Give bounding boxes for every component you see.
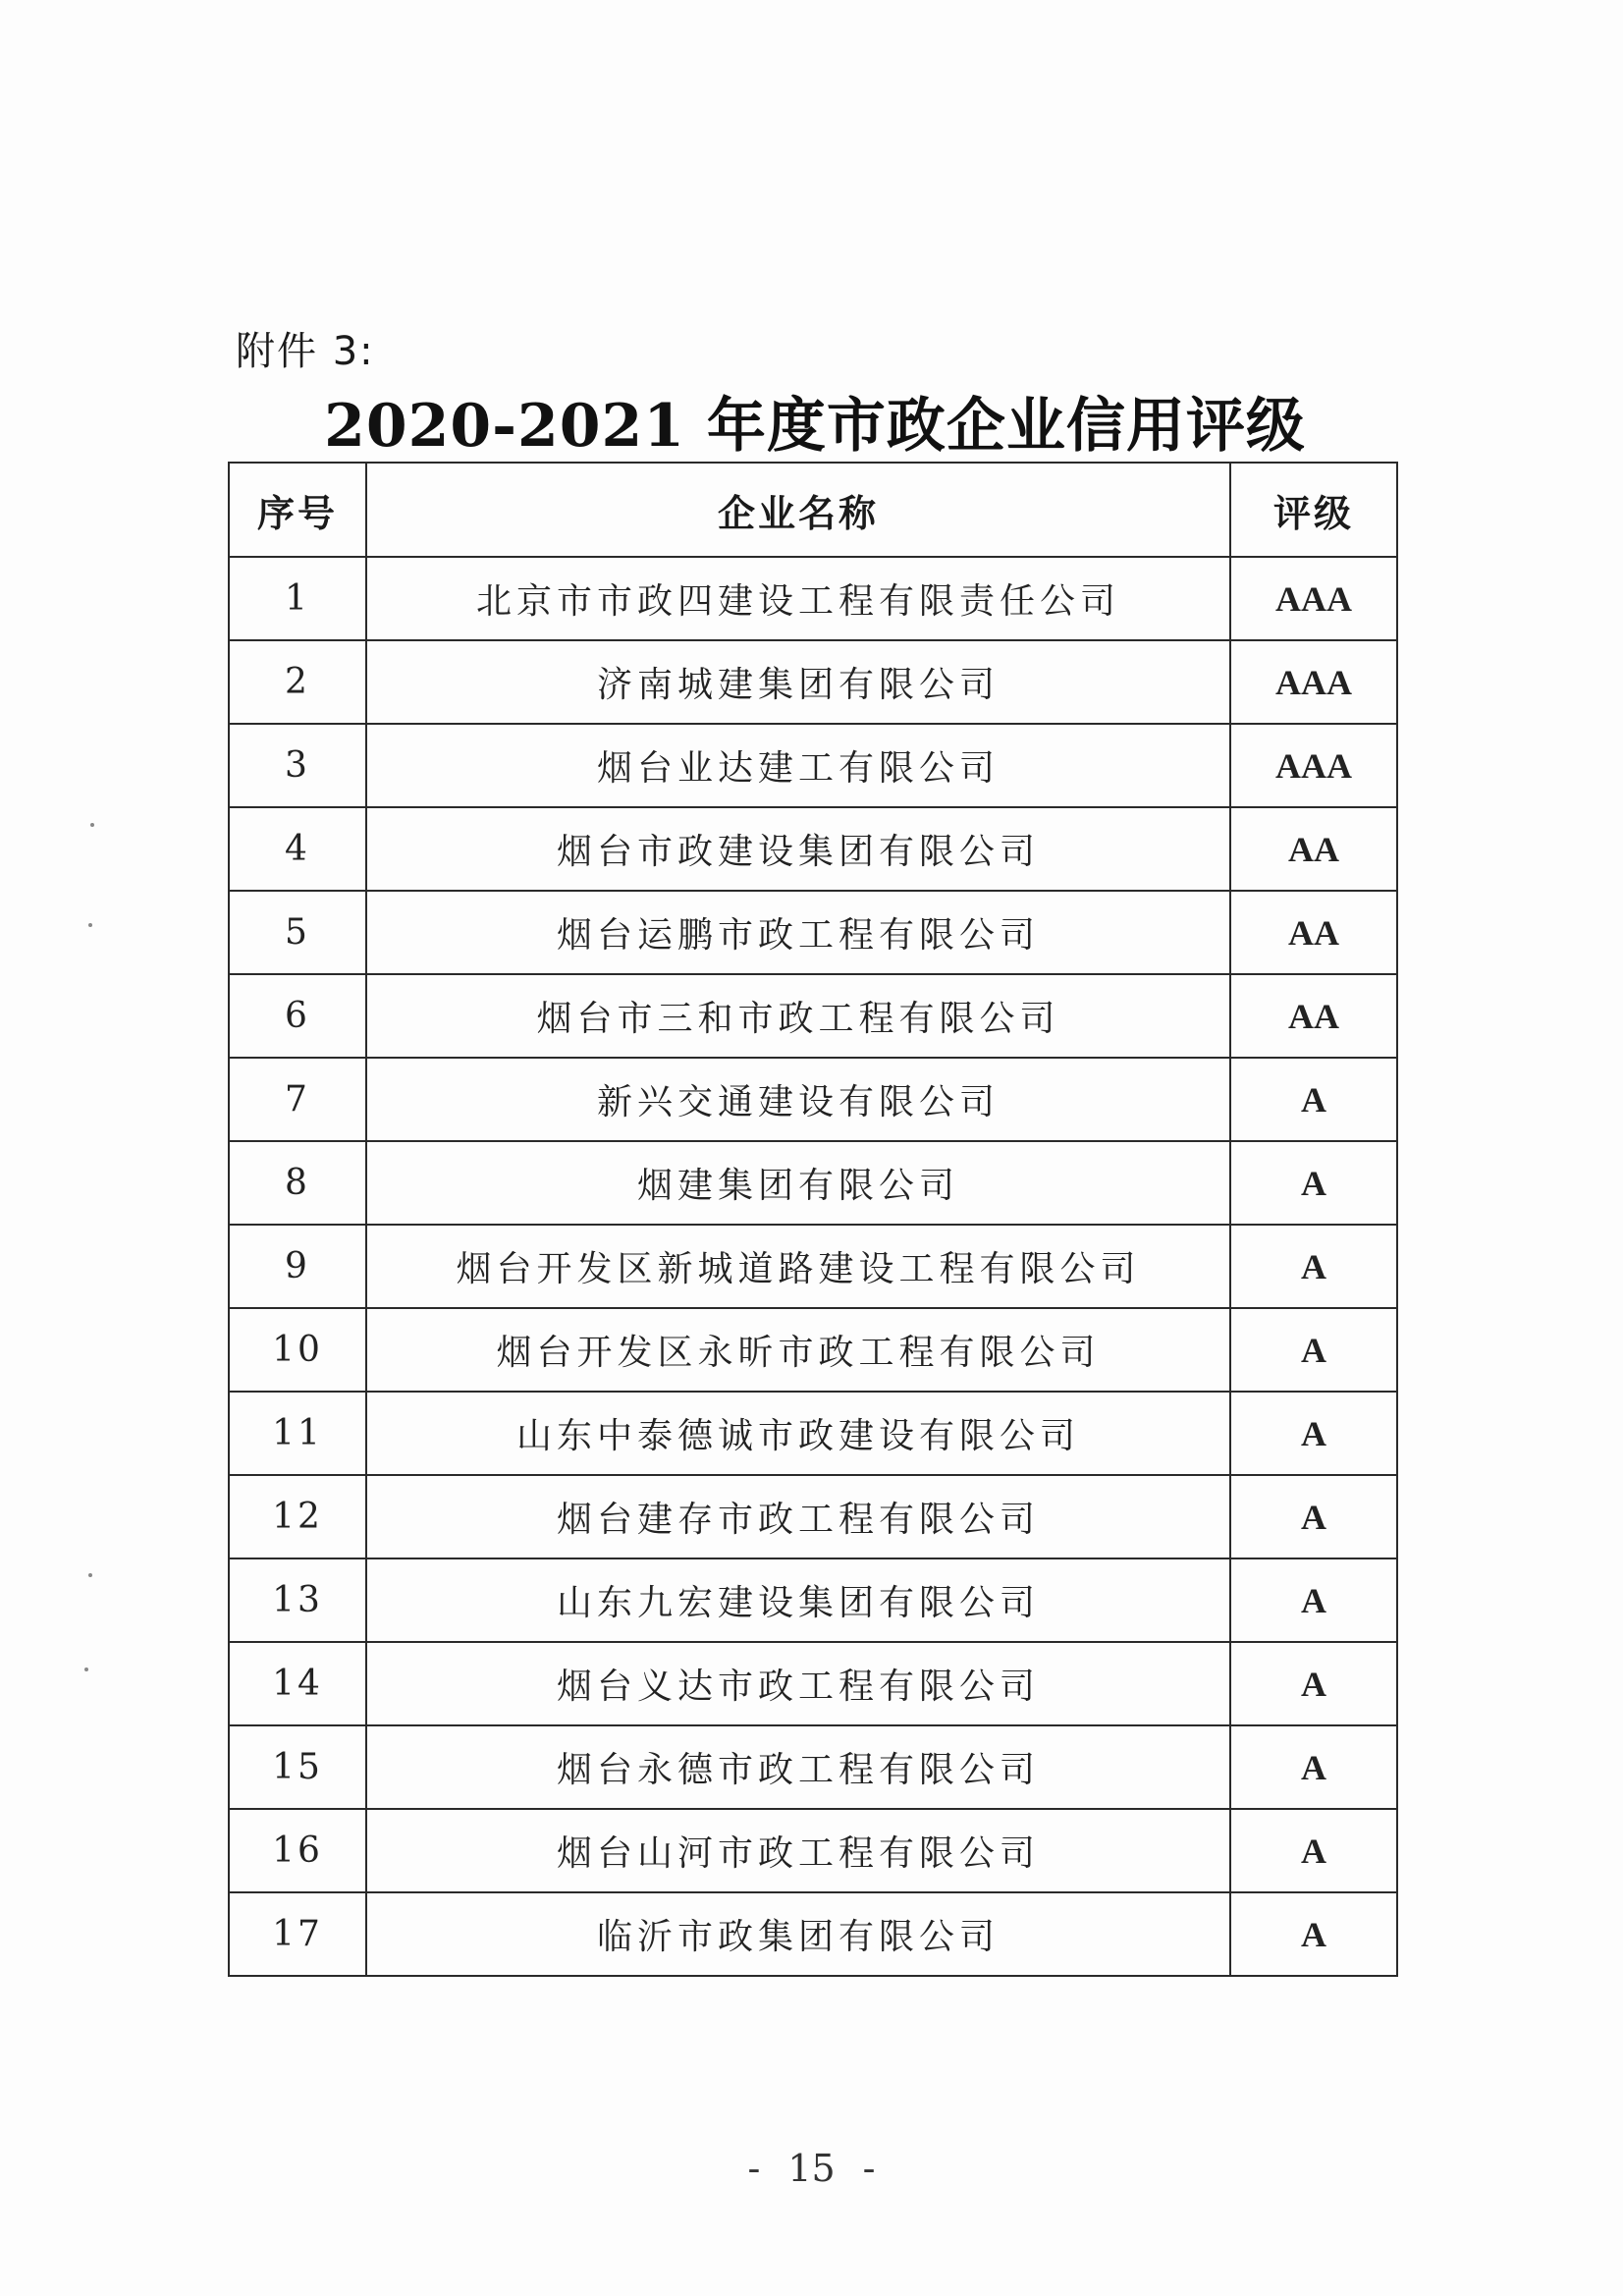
table-row: [229, 1141, 1397, 1225]
row-seq: 1: [229, 557, 366, 640]
table-row: [229, 1809, 1397, 1892]
row-seq: 10: [229, 1308, 366, 1392]
row-company-name: 烟台运鹏市政工程有限公司: [366, 891, 1230, 974]
table-row: [229, 891, 1397, 974]
row-seq: 12: [229, 1475, 366, 1558]
table-row: [229, 1892, 1397, 1976]
row-grade: A: [1230, 1225, 1397, 1308]
row-grade: A: [1230, 1141, 1397, 1225]
row-seq: 7: [229, 1058, 366, 1141]
row-seq: 8: [229, 1141, 366, 1225]
row-grade: A: [1230, 1642, 1397, 1725]
row-company-name: 烟台义达市政工程有限公司: [366, 1642, 1230, 1725]
table-row: [229, 1392, 1397, 1475]
table-row: [229, 1725, 1397, 1809]
table-row: [229, 724, 1397, 807]
table-row: [229, 557, 1397, 640]
row-grade: A: [1230, 1809, 1397, 1892]
row-seq: 5: [229, 891, 366, 974]
row-company-name: 济南城建集团有限公司: [366, 640, 1230, 724]
scan-speck: [90, 823, 94, 827]
attachment-label: 附件 3:: [236, 329, 375, 374]
row-seq: 13: [229, 1558, 366, 1642]
row-grade: AAA: [1230, 640, 1397, 724]
row-seq: 4: [229, 807, 366, 891]
row-company-name: 临沂市政集团有限公司: [366, 1892, 1230, 1976]
scan-speck: [88, 1573, 92, 1577]
row-grade: A: [1230, 1308, 1397, 1392]
credit-rating-table: [228, 462, 1398, 1977]
row-seq: 3: [229, 724, 366, 807]
page-number-dash-right: -: [862, 2147, 876, 2190]
row-company-name: 烟台开发区新城道路建设工程有限公司: [366, 1225, 1230, 1308]
table-row: [229, 1058, 1397, 1141]
row-company-name: 新兴交通建设有限公司: [366, 1058, 1230, 1141]
row-company-name: 烟建集团有限公司: [366, 1141, 1230, 1225]
table-header-row: [229, 463, 1397, 557]
row-seq: 6: [229, 974, 366, 1058]
row-grade: A: [1230, 1058, 1397, 1141]
page-number-value: 15: [787, 2147, 836, 2190]
row-company-name: 烟台永德市政工程有限公司: [366, 1725, 1230, 1809]
row-seq: 14: [229, 1642, 366, 1725]
row-seq: 17: [229, 1892, 366, 1976]
table-row: [229, 807, 1397, 891]
row-seq: 9: [229, 1225, 366, 1308]
row-grade: A: [1230, 1475, 1397, 1558]
row-grade: AA: [1230, 891, 1397, 974]
page-number: [0, 2147, 1623, 2190]
row-company-name: 山东九宏建设集团有限公司: [366, 1558, 1230, 1642]
row-grade: A: [1230, 1725, 1397, 1809]
row-grade: AAA: [1230, 724, 1397, 807]
row-seq: 16: [229, 1809, 366, 1892]
row-grade: A: [1230, 1392, 1397, 1475]
row-company-name: 烟台建存市政工程有限公司: [366, 1475, 1230, 1558]
table-row: [229, 974, 1397, 1058]
row-grade: A: [1230, 1558, 1397, 1642]
row-seq: 15: [229, 1725, 366, 1809]
row-seq: 11: [229, 1392, 366, 1475]
table-row: [229, 1225, 1397, 1308]
page-number-dash-left: -: [747, 2147, 761, 2190]
table-row: [229, 1558, 1397, 1642]
row-company-name: 烟台市政建设集团有限公司: [366, 807, 1230, 891]
row-company-name: 烟台市三和市政工程有限公司: [366, 974, 1230, 1058]
table-row: [229, 640, 1397, 724]
row-company-name: 烟台业达建工有限公司: [366, 724, 1230, 807]
row-company-name: 山东中泰德诚市政建设有限公司: [366, 1392, 1230, 1475]
row-grade: AAA: [1230, 557, 1397, 640]
document-title: 2020-2021 年度市政企业信用评级: [324, 392, 1306, 461]
row-seq: 2: [229, 640, 366, 724]
scan-speck: [88, 923, 92, 927]
row-company-name: 烟台开发区永昕市政工程有限公司: [366, 1308, 1230, 1392]
row-company-name: 北京市市政四建设工程有限责任公司: [366, 557, 1230, 640]
header-grade: 评级: [1230, 463, 1397, 557]
row-grade: A: [1230, 1892, 1397, 1976]
table-row: [229, 1475, 1397, 1558]
table-row: [229, 1642, 1397, 1725]
row-company-name: 烟台山河市政工程有限公司: [366, 1809, 1230, 1892]
table-row: [229, 1308, 1397, 1392]
row-grade: AA: [1230, 974, 1397, 1058]
header-seq: 序号: [229, 463, 366, 557]
header-company-name: 企业名称: [366, 463, 1230, 557]
scan-speck: [84, 1667, 88, 1671]
row-grade: AA: [1230, 807, 1397, 891]
